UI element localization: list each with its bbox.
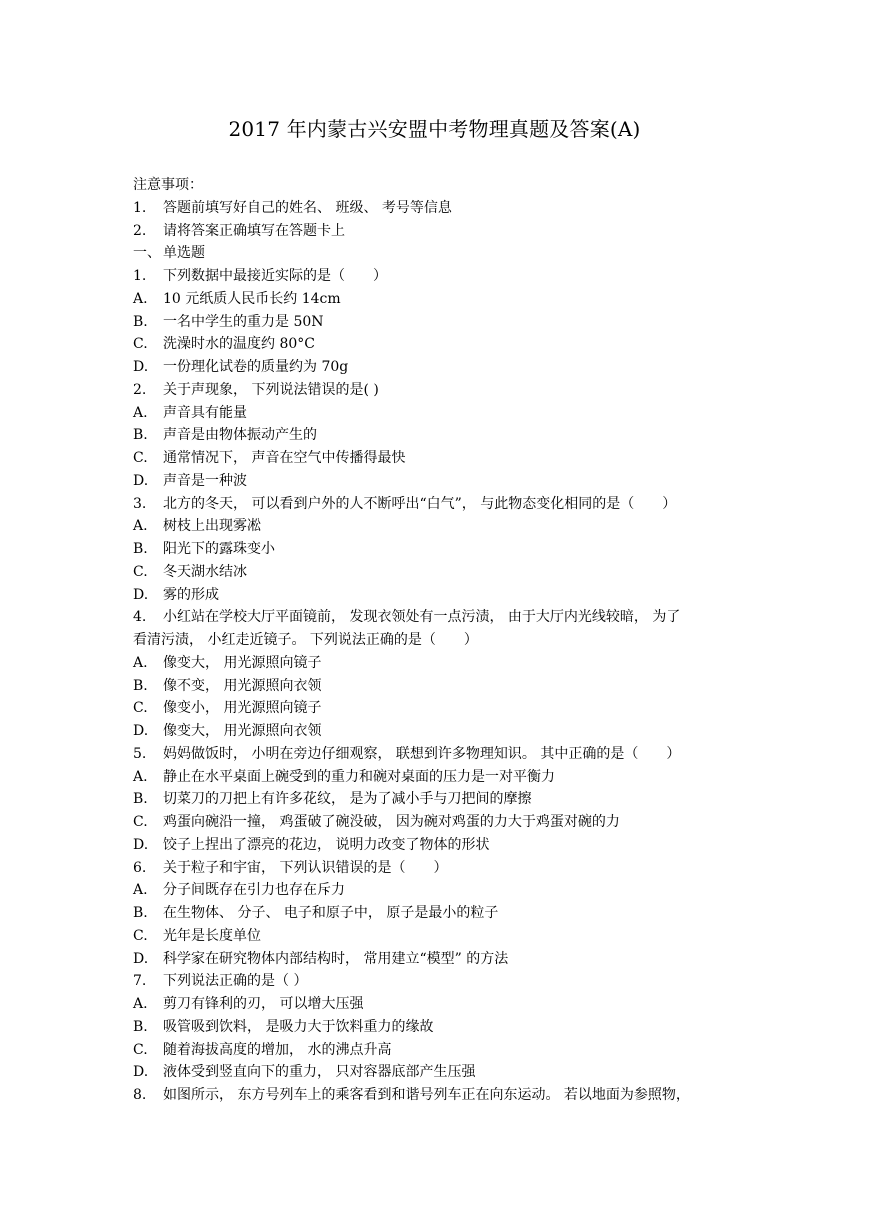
answer-option [133, 538, 743, 561]
notice-item-text: 答题前填写好自己的姓名、 班级、 考号等信息 [163, 199, 452, 216]
option-text: 鸡蛋向碗沿一撞， 鸡蛋破了碗没破， 因为碗对鸡蛋的力大于鸡蛋对碗的力 [163, 814, 620, 830]
answer-option [133, 470, 743, 493]
option-text: 饺子上捏出了漂亮的花边， 说明力改变了物体的形状 [163, 836, 490, 853]
question-stem [133, 743, 743, 766]
notice-item-number: 2. [133, 222, 147, 239]
option-text: 剪刀有锋利的刃， 可以增大压强 [163, 996, 364, 1012]
option-label: C. [133, 814, 148, 830]
section-number: 一、 [133, 245, 161, 262]
option-label: B. [133, 1018, 148, 1035]
option-text: 冬天湖水结冰 [163, 563, 247, 580]
question-number: 6. [133, 859, 147, 876]
option-label: D. [133, 472, 149, 489]
question-number: 5. [133, 745, 147, 762]
question-stem [133, 379, 743, 402]
option-label: C. [133, 450, 148, 466]
answer-option [133, 311, 743, 334]
option-text: 洗澡时水的温度约 80°C [163, 336, 315, 353]
question-text: 小红站在学校大厅平面镜前， 发现衣领处有一点污渍， 由于大厅内光线较暗， 为了 [163, 609, 681, 626]
answer-option [133, 879, 743, 902]
question-text: 下列说法正确的是（ ） [163, 973, 308, 990]
answer-option [133, 1016, 743, 1039]
option-label: D. [133, 836, 149, 853]
option-label: A. [133, 404, 148, 421]
question-number: 4. [133, 609, 147, 626]
answer-option [133, 948, 743, 971]
option-text: 静止在水平桌面上碗受到的重力和碗对桌面的压力是一对平衡力 [163, 768, 555, 785]
option-label: A. [133, 882, 148, 899]
question-stem [133, 493, 743, 516]
option-text: 像变大， 用光源照向衣领 [163, 723, 322, 739]
option-text: 一份理化试卷的质量约为 70g [163, 359, 349, 375]
question-text: 如图所示， 东方号列车上的乘客看到和谐号列车正在向东运动。 若以地面为参照物， [163, 1087, 690, 1103]
option-label: B. [133, 791, 148, 808]
option-label: B. [133, 677, 148, 694]
option-label: B. [133, 427, 148, 444]
answer-option [133, 652, 743, 675]
answer-option [133, 925, 743, 948]
question-stem [133, 857, 743, 880]
question-text: 妈妈做饭时， 小明在旁边仔细观察， 联想到许多物理知识。 其中正确的是（ ） [163, 745, 681, 762]
option-text: 科学家在研究物体内部结构时， 常用建立“模型” 的方法 [163, 950, 509, 967]
option-label: B. [133, 313, 148, 330]
section-title: 单选题 [163, 245, 205, 262]
answer-option [133, 788, 743, 811]
question-list [133, 265, 743, 1107]
option-text: 像变大， 用光源照向镜子 [163, 654, 322, 671]
option-label: D. [133, 586, 149, 603]
option-text: 随着海拔高度的增加， 水的沸点升高 [163, 1041, 392, 1058]
answer-option [133, 1039, 743, 1062]
option-label: C. [133, 700, 148, 717]
option-text: 像变小， 用光源照向镜子 [163, 700, 322, 717]
answer-option [133, 1061, 743, 1084]
question-number: 7. [133, 973, 147, 990]
option-text: 分子间既存在引力也存在斥力 [163, 882, 345, 899]
page-title: 2017 年内蒙古兴安盟中考物理真题及答案(A) [228, 117, 641, 141]
notice-heading: 注意事项： [133, 177, 203, 193]
answer-option [133, 561, 743, 584]
answer-option [133, 811, 743, 834]
question-text: 关于声现象， 下列说法错误的是( ) [163, 381, 379, 398]
option-label: A. [133, 518, 148, 535]
option-label: C. [133, 1041, 148, 1058]
question-stem [133, 265, 743, 288]
option-label: D. [133, 950, 149, 967]
question-stem [133, 1084, 743, 1107]
notice-item-text: 请将答案正确填写在答题卡上 [163, 222, 345, 239]
question-number: 2. [133, 381, 147, 398]
answer-option [133, 675, 743, 698]
answer-option [133, 447, 743, 470]
question-number: 3. [133, 495, 147, 512]
section-heading [133, 242, 743, 265]
option-text: 声音是由物体振动产生的 [163, 427, 317, 444]
option-label: C. [133, 927, 148, 944]
answer-option [133, 766, 743, 789]
option-text: 切菜刀的刀把上有许多花纹， 是为了减小手与刀把间的摩擦 [163, 791, 532, 808]
option-label: A. [133, 290, 148, 307]
answer-option [133, 333, 743, 356]
answer-option [133, 424, 743, 447]
option-text: 吸管吸到饮料， 是吸力大于饮料重力的缘故 [163, 1018, 434, 1035]
notice-item-number: 1. [133, 199, 147, 216]
option-text: 树枝上出现雾凇 [163, 518, 261, 535]
option-label: C. [133, 336, 148, 353]
notice-item [133, 197, 743, 220]
answer-option [133, 515, 743, 538]
option-text: 雾的形成 [163, 586, 219, 603]
option-text: 10 元纸质人民币长约 14cm [163, 290, 341, 307]
answer-option [133, 697, 743, 720]
question-text: 下列数据中最接近实际的是（ ） [163, 268, 387, 284]
answer-option [133, 356, 743, 379]
notice-item [133, 220, 743, 243]
option-text: 在生物体、 分子、 电子和原子中， 原子是最小的粒子 [163, 905, 499, 921]
question-text-continued: 看清污渍， 小红走近镜子。 下列说法正确的是（ ） [133, 632, 478, 648]
question-stem [133, 606, 743, 629]
option-text: 一名中学生的重力是 50N [163, 313, 324, 330]
option-text: 声音是一种波 [163, 472, 247, 489]
answer-option [133, 584, 743, 607]
option-label: A. [133, 768, 148, 785]
option-text: 光年是长度单位 [163, 927, 261, 944]
answer-option [133, 288, 743, 311]
option-text: 声音具有能量 [163, 404, 247, 421]
option-label: B. [133, 541, 148, 557]
answer-option [133, 834, 743, 857]
document-body [133, 174, 743, 1107]
answer-option [133, 402, 743, 425]
option-label: D. [133, 723, 149, 739]
question-text: 北方的冬天， 可以看到户外的人不断呼出“白气”， 与此物态变化相同的是（ ） [163, 495, 677, 512]
answer-option [133, 720, 743, 743]
question-text: 关于粒子和宇宙， 下列认识错误的是（ ） [163, 859, 448, 876]
option-label: D. [133, 1064, 149, 1081]
option-label: B. [133, 905, 148, 921]
question-stem [133, 970, 743, 993]
answer-option [133, 902, 743, 925]
question-number: 8. [133, 1087, 147, 1103]
answer-option [133, 993, 743, 1016]
option-text: 像不变， 用光源照向衣领 [163, 677, 322, 694]
option-text: 通常情况下， 声音在空气中传播得最快 [163, 450, 406, 466]
option-text: 阳光下的露珠变小 [163, 541, 275, 557]
option-label: C. [133, 563, 148, 580]
question-number: 1. [133, 268, 147, 284]
option-label: A. [133, 996, 148, 1012]
option-label: D. [133, 359, 149, 375]
option-label: A. [133, 654, 148, 671]
option-text: 液体受到竖直向下的重力， 只对容器底部产生压强 [163, 1064, 476, 1081]
